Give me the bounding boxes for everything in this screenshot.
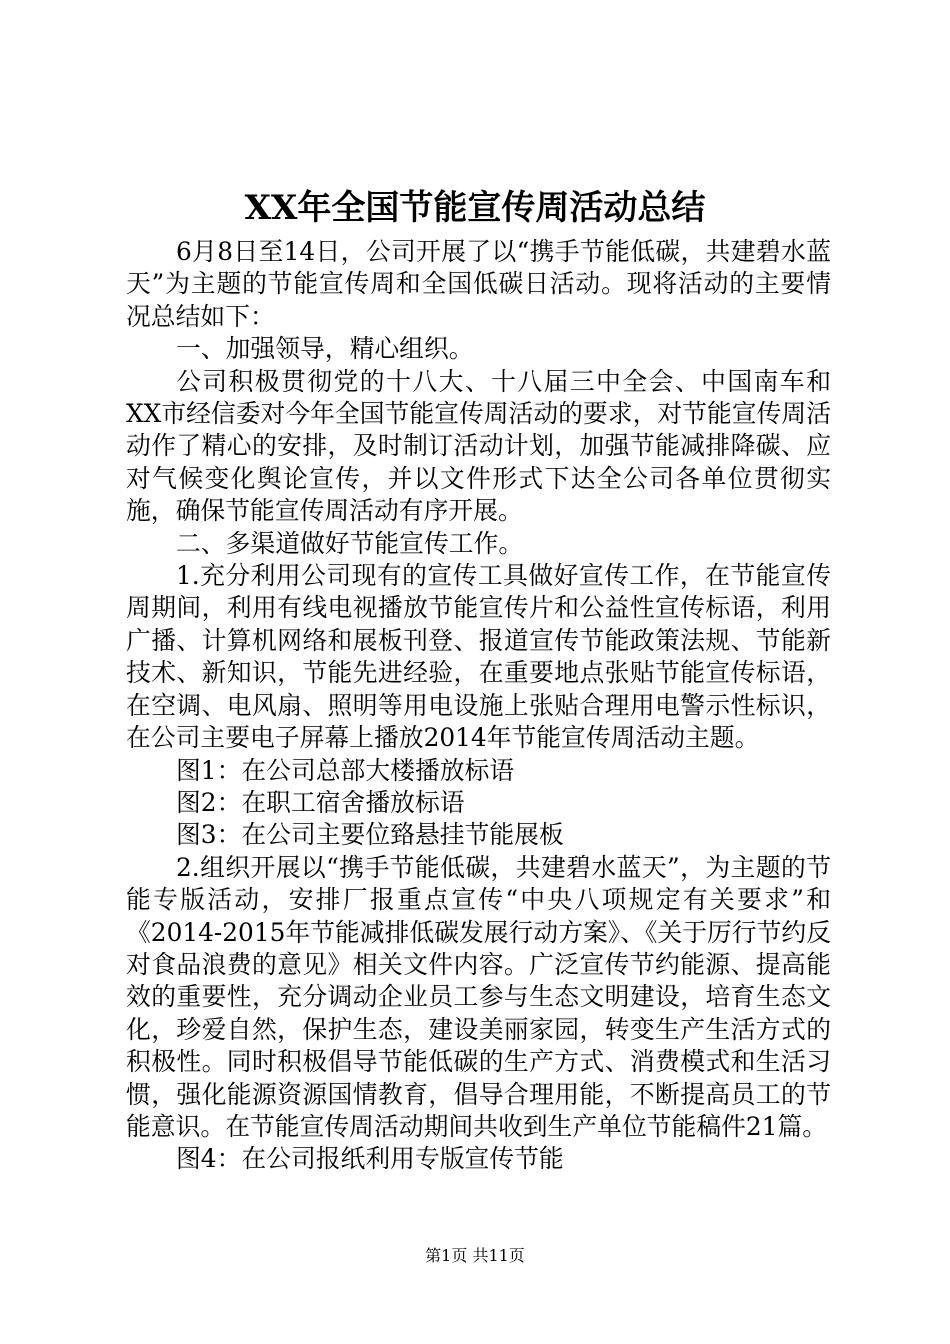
heading-section-2: 二、多渠道做好节能宣传工作。 [176, 528, 524, 558]
heading-section-1: 一、加强领导，精心组织。 [176, 334, 474, 364]
paragraph-intro: 6月8日至14日，公司开展了以“携手节能低碳，共建碧水蓝天”为主题的节能宣传周和全国低碳日活动。现将活动的主要情况总结如下： [126, 237, 831, 331]
document-body [126, 236, 831, 1176]
figure-caption-2: 图2：在职工宿舍播放标语 [176, 787, 465, 817]
figure-caption-3: 图3：在公司主要位臵悬挂节能展板 [176, 820, 564, 850]
page-footer: 第1页 共11页 [425, 1246, 525, 1265]
figure-caption-4: 图4：在公司报纸利用专版宣传节能 [176, 1144, 564, 1174]
paragraph-item-2: 2.组织开展以“携手节能低碳，共建碧水蓝天”，为主题的节能专版活动，安排厂报重点宣传“中央八项规定有关要求”和《2014-2015年节能减排低碳发展行动方案》、《关于厉行节约反对食品浪费的意见》相关文件内容。广泛宣传节约能源、提高能效的重要性，充分调动企业员工参与生态文明建设，培育生态文化，珍爱自然，保护生态，建设美丽家园，转变生产生活方式的积极性。同时积极倡导节能低碳的生产方式、消费模式和生活习惯，强化能源资源国情教育，倡导合理用能，不断提高员工的节能意识。在节能宣传周活动期间共收到生产单位节能稿件21篇。 [126, 852, 831, 1141]
figure-caption-1: 图1：在公司总部大楼播放标语 [176, 755, 515, 785]
document-title: XX年全国节能宣传周活动总结 [244, 188, 706, 228]
paragraph-item-1: 1.充分利用公司现有的宣传工具做好宣传工作，在节能宣传周期间，利用有线电视播放节能宣传片和公益性宣传标语，利用广播、计算机网络和展板刊登、报道宣传节能政策法规、节能新技术、新知识，节能先进经验，在重要地点张贴节能宣传标语，在空调、电风扇、照明等用电设施上张贴合理用电警示性标识，在公司主要电子屏幕上播放2014年节能宣传周活动主题。 [126, 561, 831, 753]
paragraph-section-1: 公司积极贯彻党的十八大、十八届三中全会、中国南车和XX市经信委对今年全国节能宣传周活动的要求，对节能宣传周活动作了精心的安排，及时制订活动计划，加强节能减排降碳、应对气候变化舆论宣传，并以文件形式下达全公司各单位贯彻实施，确保节能宣传周活动有序开展。 [126, 366, 831, 526]
